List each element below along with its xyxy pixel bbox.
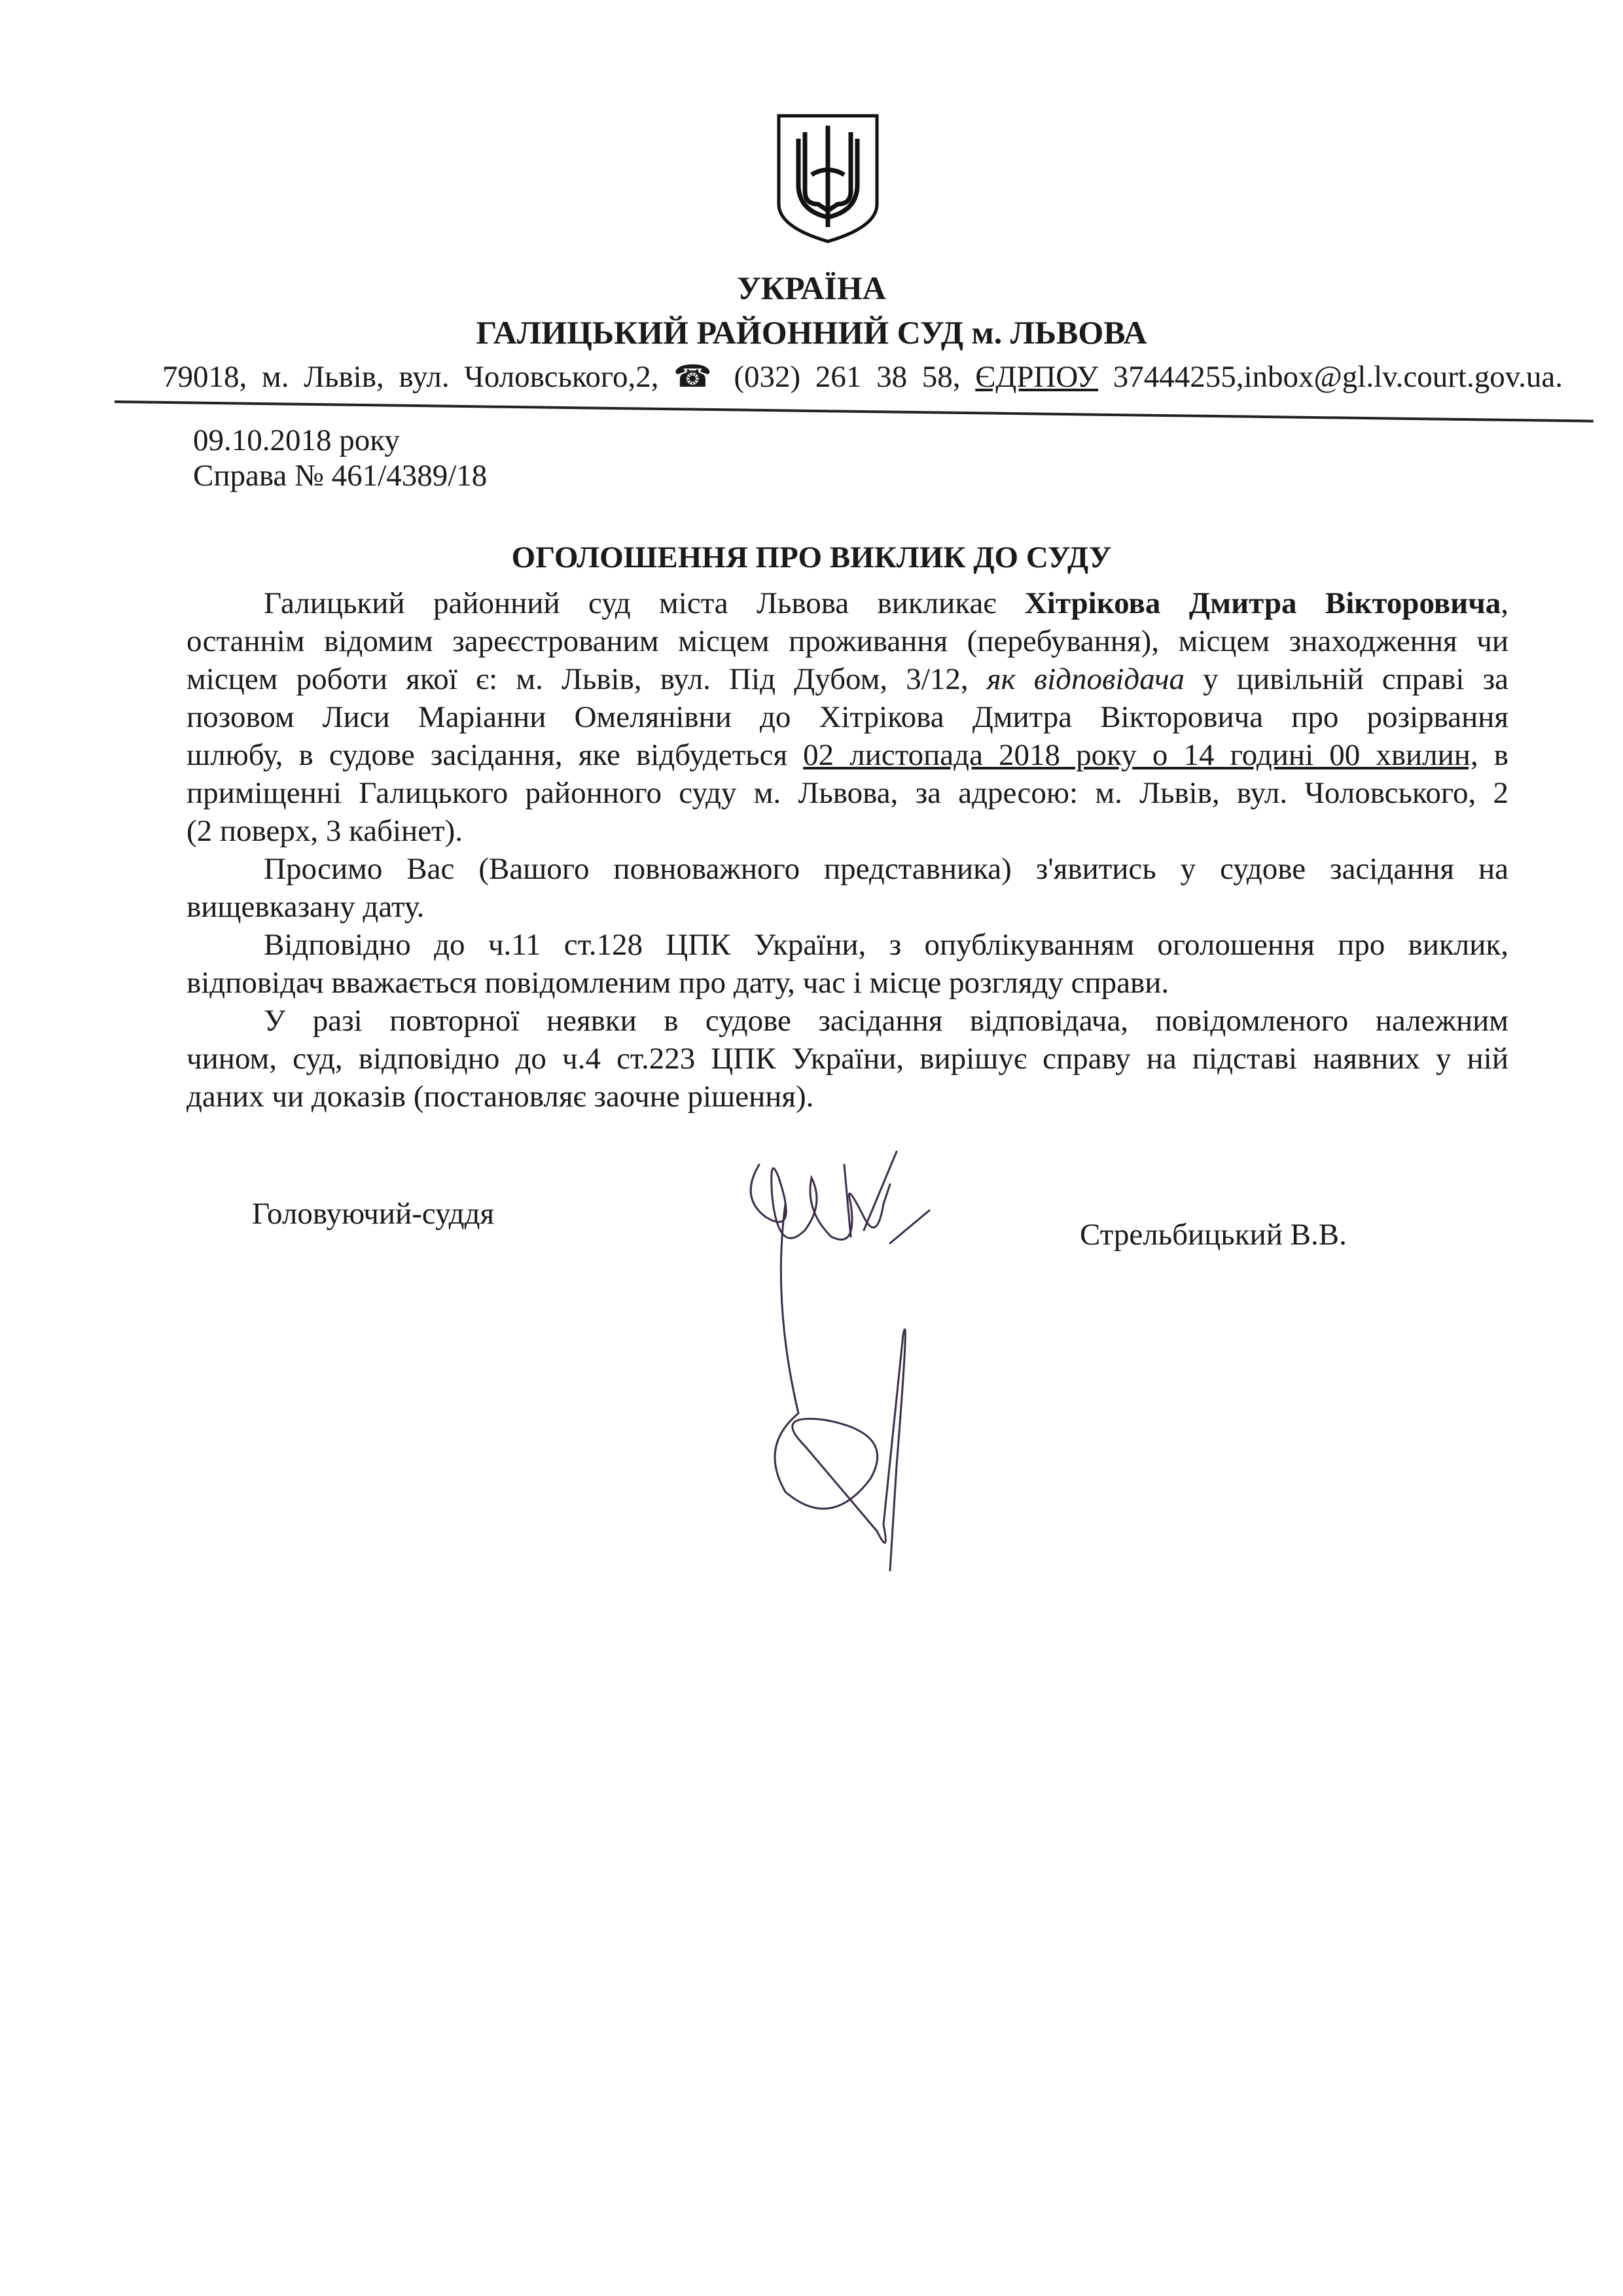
- defendant-name: Хітрікова Дмитра Вікторовича: [1024, 586, 1501, 620]
- text-line: [187, 622, 1508, 660]
- text-segment: ,: [1501, 586, 1508, 620]
- text-segment: шлюбу, в судове засідання, яке відбудеться: [187, 738, 804, 772]
- text-segment: Просимо Вас (Вашого повноважного представника) з'явитись у судове засідання на: [264, 852, 1508, 886]
- header-divider: [115, 400, 1594, 423]
- text-line: [187, 926, 1508, 964]
- handwritten-signature: [733, 1139, 955, 1583]
- notice-paragraph: [187, 850, 1508, 926]
- text-segment: у цивільній справі за: [1185, 662, 1508, 696]
- text-line: [187, 698, 1508, 736]
- text-segment: (2 поверх, 3 кабінет).: [187, 814, 463, 848]
- text-line: [187, 736, 1508, 774]
- text-line: [187, 850, 1508, 888]
- court-address-line: [162, 359, 1563, 395]
- notice-body: [187, 584, 1508, 1116]
- text-segment: позовом Лиси Маріанни Омелянівни до Хітрікова Дмитра Вікторовича про розірвання: [187, 700, 1508, 734]
- text-line: [187, 1078, 1508, 1116]
- text-segment: відповідач вважається повідомленим про дату, час і місце розгляду справи.: [187, 966, 1169, 1000]
- text-line: [187, 812, 1508, 850]
- document-title: ОГОЛОШЕННЯ ПРО ВИКЛИК ДО СУДУ: [511, 540, 1112, 574]
- text-line: [187, 774, 1508, 812]
- document-date: 09.10.2018 року: [193, 423, 400, 457]
- text-line: [187, 888, 1508, 926]
- text-segment: приміщенні Галицького районного суду м. Львова, за адресою: м. Львів, вул. Чоловського, 2: [187, 776, 1508, 810]
- notice-paragraph: [187, 584, 1508, 850]
- text-segment: останнім відомим зареєстрованим місцем проживання (перебування), місцем знаходження чи: [187, 624, 1508, 658]
- text-line: [187, 584, 1508, 622]
- case-number: Справа № 461/4389/18: [193, 459, 488, 493]
- text-line: [187, 660, 1508, 698]
- text-line: [187, 964, 1508, 1002]
- text-segment: в: [1478, 738, 1508, 772]
- notice-paragraph: [187, 926, 1508, 1002]
- text-segment: вищевказану дату.: [187, 890, 425, 924]
- text-line: [187, 1040, 1508, 1078]
- text-segment: У разі повторної неявки в судове засідання відповідача, повідомленого належним: [264, 1004, 1508, 1038]
- judge-name: Стрельбицький В.В.: [1080, 1218, 1347, 1252]
- text-segment: місцем роботи якої є: м. Львів, вул. Під Дубом, 3/12,: [187, 662, 987, 696]
- text-segment: чином, суд, відповідно до ч.4 ст.223 ЦПК України, вирішує справу на підставі наявних у ній: [187, 1042, 1508, 1076]
- notice-paragraph: [187, 1002, 1508, 1116]
- text-segment: Галицький районний суд міста Львова викликає: [264, 586, 1025, 620]
- court-phone: (032) 261 38 58,: [734, 360, 976, 394]
- edrpou-label: ЄДРПОУ: [975, 360, 1099, 394]
- court-name-heading: ГАЛИЦЬКИЙ РАЙОННИЙ СУД м. ЛЬВОВА: [476, 314, 1147, 351]
- telephone-icon: ☎: [673, 360, 734, 394]
- edrpou-and-email: 37444255,inbox@gl.lv.court.gov.ua.: [1098, 360, 1563, 394]
- judge-role: Головуючий-суддя: [252, 1197, 495, 1231]
- hearing-datetime: 02 листопада 2018 року о 14 годині 00 хвилин,: [803, 738, 1478, 772]
- country-heading: УКРАЇНА: [737, 270, 886, 306]
- text-segment: Відповідно до ч.11 ст.128 ЦПК України, з опублікуванням оголошення про виклик,: [264, 928, 1508, 962]
- text-line: [187, 1002, 1508, 1040]
- text-segment: даних чи доказів (постановляє заочне рішення).: [187, 1080, 814, 1114]
- court-address: 79018, м. Львів, вул. Чоловського,2,: [162, 360, 674, 394]
- coat-of-arms-trident-icon: [772, 113, 883, 243]
- role-emphasis: як відповідача: [986, 662, 1185, 696]
